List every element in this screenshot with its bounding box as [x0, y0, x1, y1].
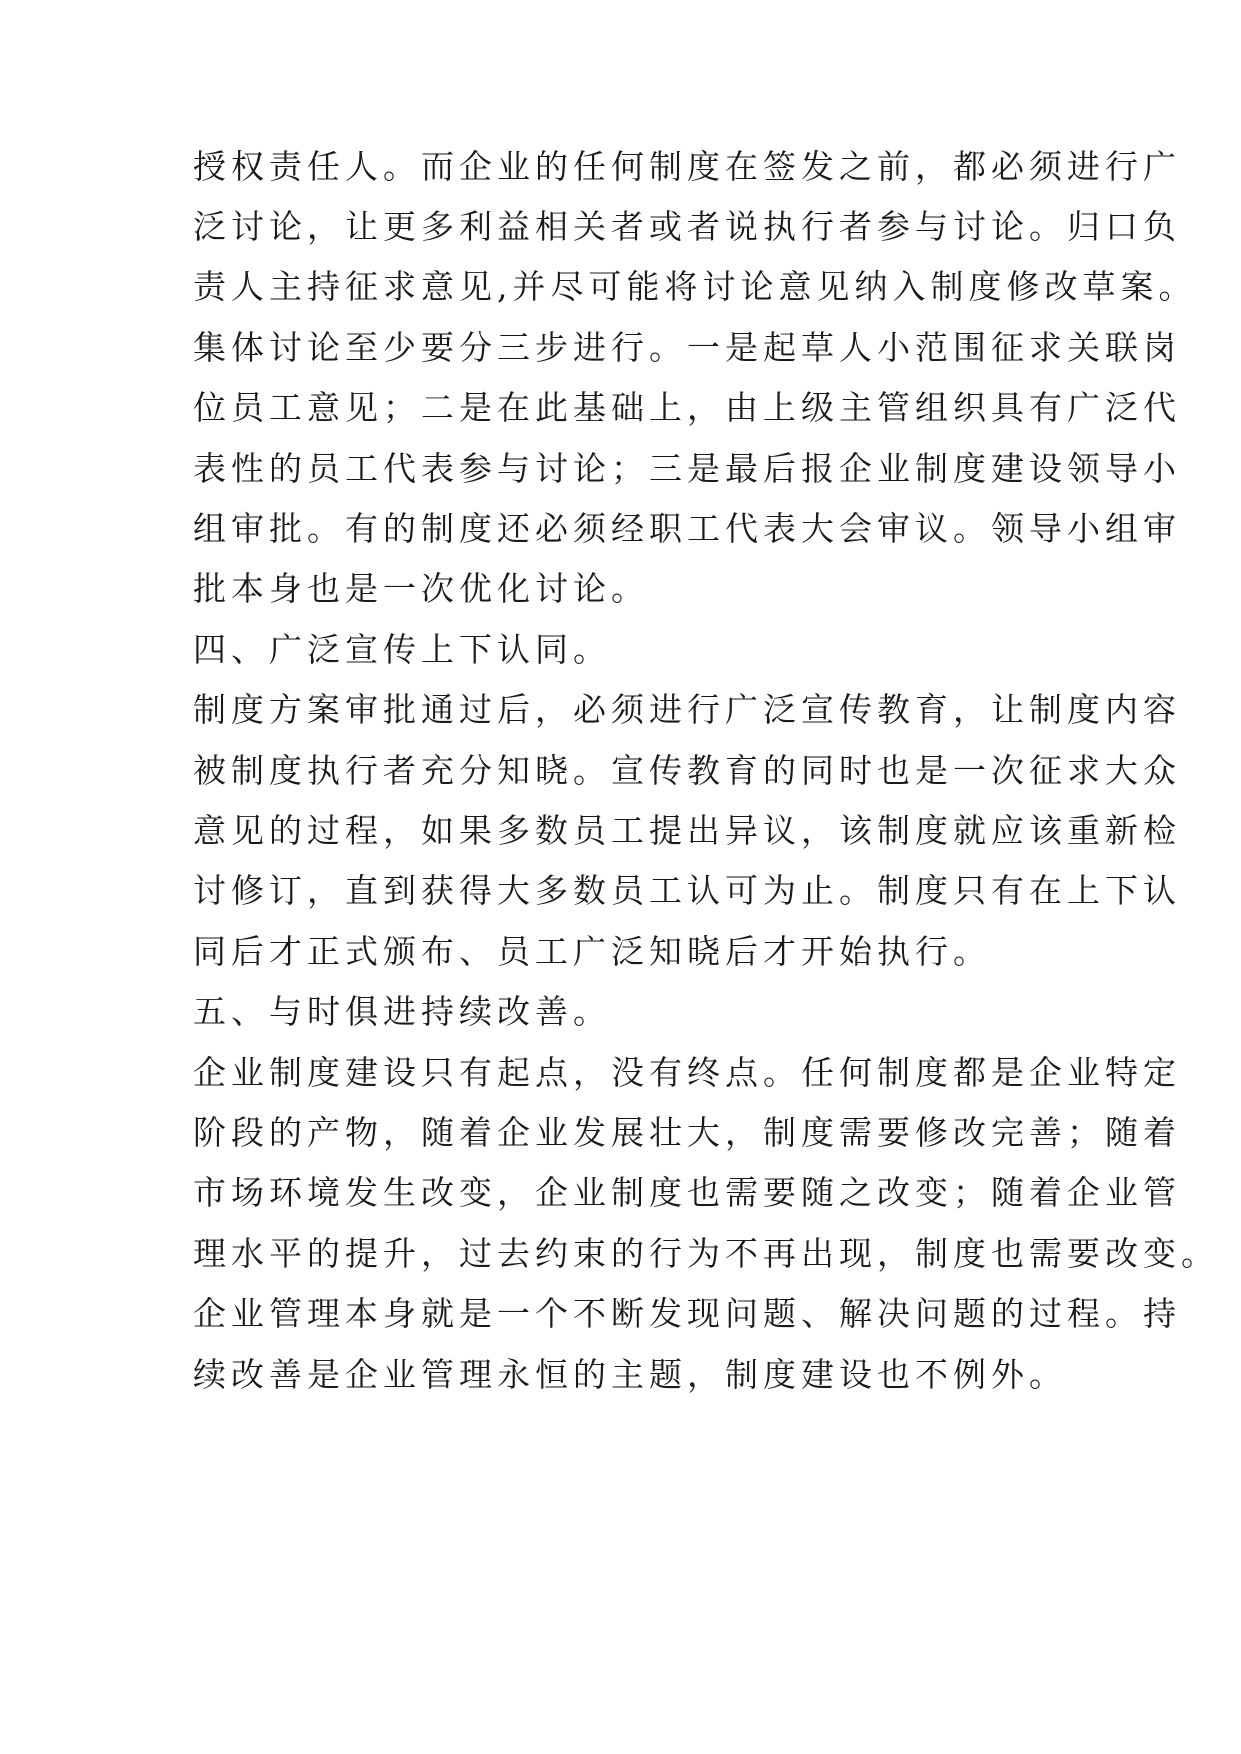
- body-line: 企业制度建设只有起点，没有终点。任何制度都是企业特定: [193, 1053, 1181, 1092]
- body-line: 被制度执行者充分知晓。宣传教育的同时也是一次征求大众: [193, 751, 1181, 790]
- section-heading: 五、与时俱进持续改善。: [193, 992, 611, 1031]
- body-line: 企业管理本身就是一个不断发现问题、解决问题的过程。持: [193, 1294, 1181, 1333]
- body-line: 阶段的产物，随着企业发展壮大，制度需要修改完善；随着: [193, 1113, 1181, 1152]
- body-line: 责人主持征求意见,并尽可能将讨论意见纳入制度修改草案。: [193, 267, 1197, 306]
- body-line: 组审批。有的制度还必须经职工代表大会审议。领导小组审: [193, 509, 1181, 548]
- body-line: 批本身也是一次优化讨论。: [193, 569, 649, 608]
- body-line: 位员工意见；二是在此基础上，由上级主管组织具有广泛代: [193, 388, 1181, 427]
- body-line: 理水平的提升，过去约束的行为不再出现，制度也需要改变。: [193, 1234, 1219, 1273]
- body-line: 集体讨论至少要分三步进行。一是起草人小范围征求关联岗: [193, 328, 1181, 367]
- body-line: 讨修订，直到获得大多数员工认可为止。制度只有在上下认: [193, 871, 1181, 910]
- body-line: 续改善是企业管理永恒的主题，制度建设也不例外。: [193, 1355, 1067, 1394]
- body-line: 泛讨论，让更多利益相关者或者说执行者参与讨论。归口负: [193, 207, 1181, 246]
- body-line: 授权责任人。而企业的任何制度在签发之前，都必须进行广: [193, 147, 1181, 186]
- body-line: 同后才正式颁布、员工广泛知晓后才开始执行。: [193, 932, 991, 971]
- body-line: 市场环境发生改变，企业制度也需要随之改变；随着企业管: [193, 1173, 1181, 1212]
- body-line: 制度方案审批通过后，必须进行广泛宣传教育，让制度内容: [193, 690, 1181, 729]
- body-line: 表性的员工代表参与讨论；三是最后报企业制度建设领导小: [193, 449, 1181, 488]
- body-line: 意见的过程，如果多数员工提出异议，该制度就应该重新检: [193, 811, 1181, 850]
- section-heading: 四、广泛宣传上下认同。: [193, 630, 611, 669]
